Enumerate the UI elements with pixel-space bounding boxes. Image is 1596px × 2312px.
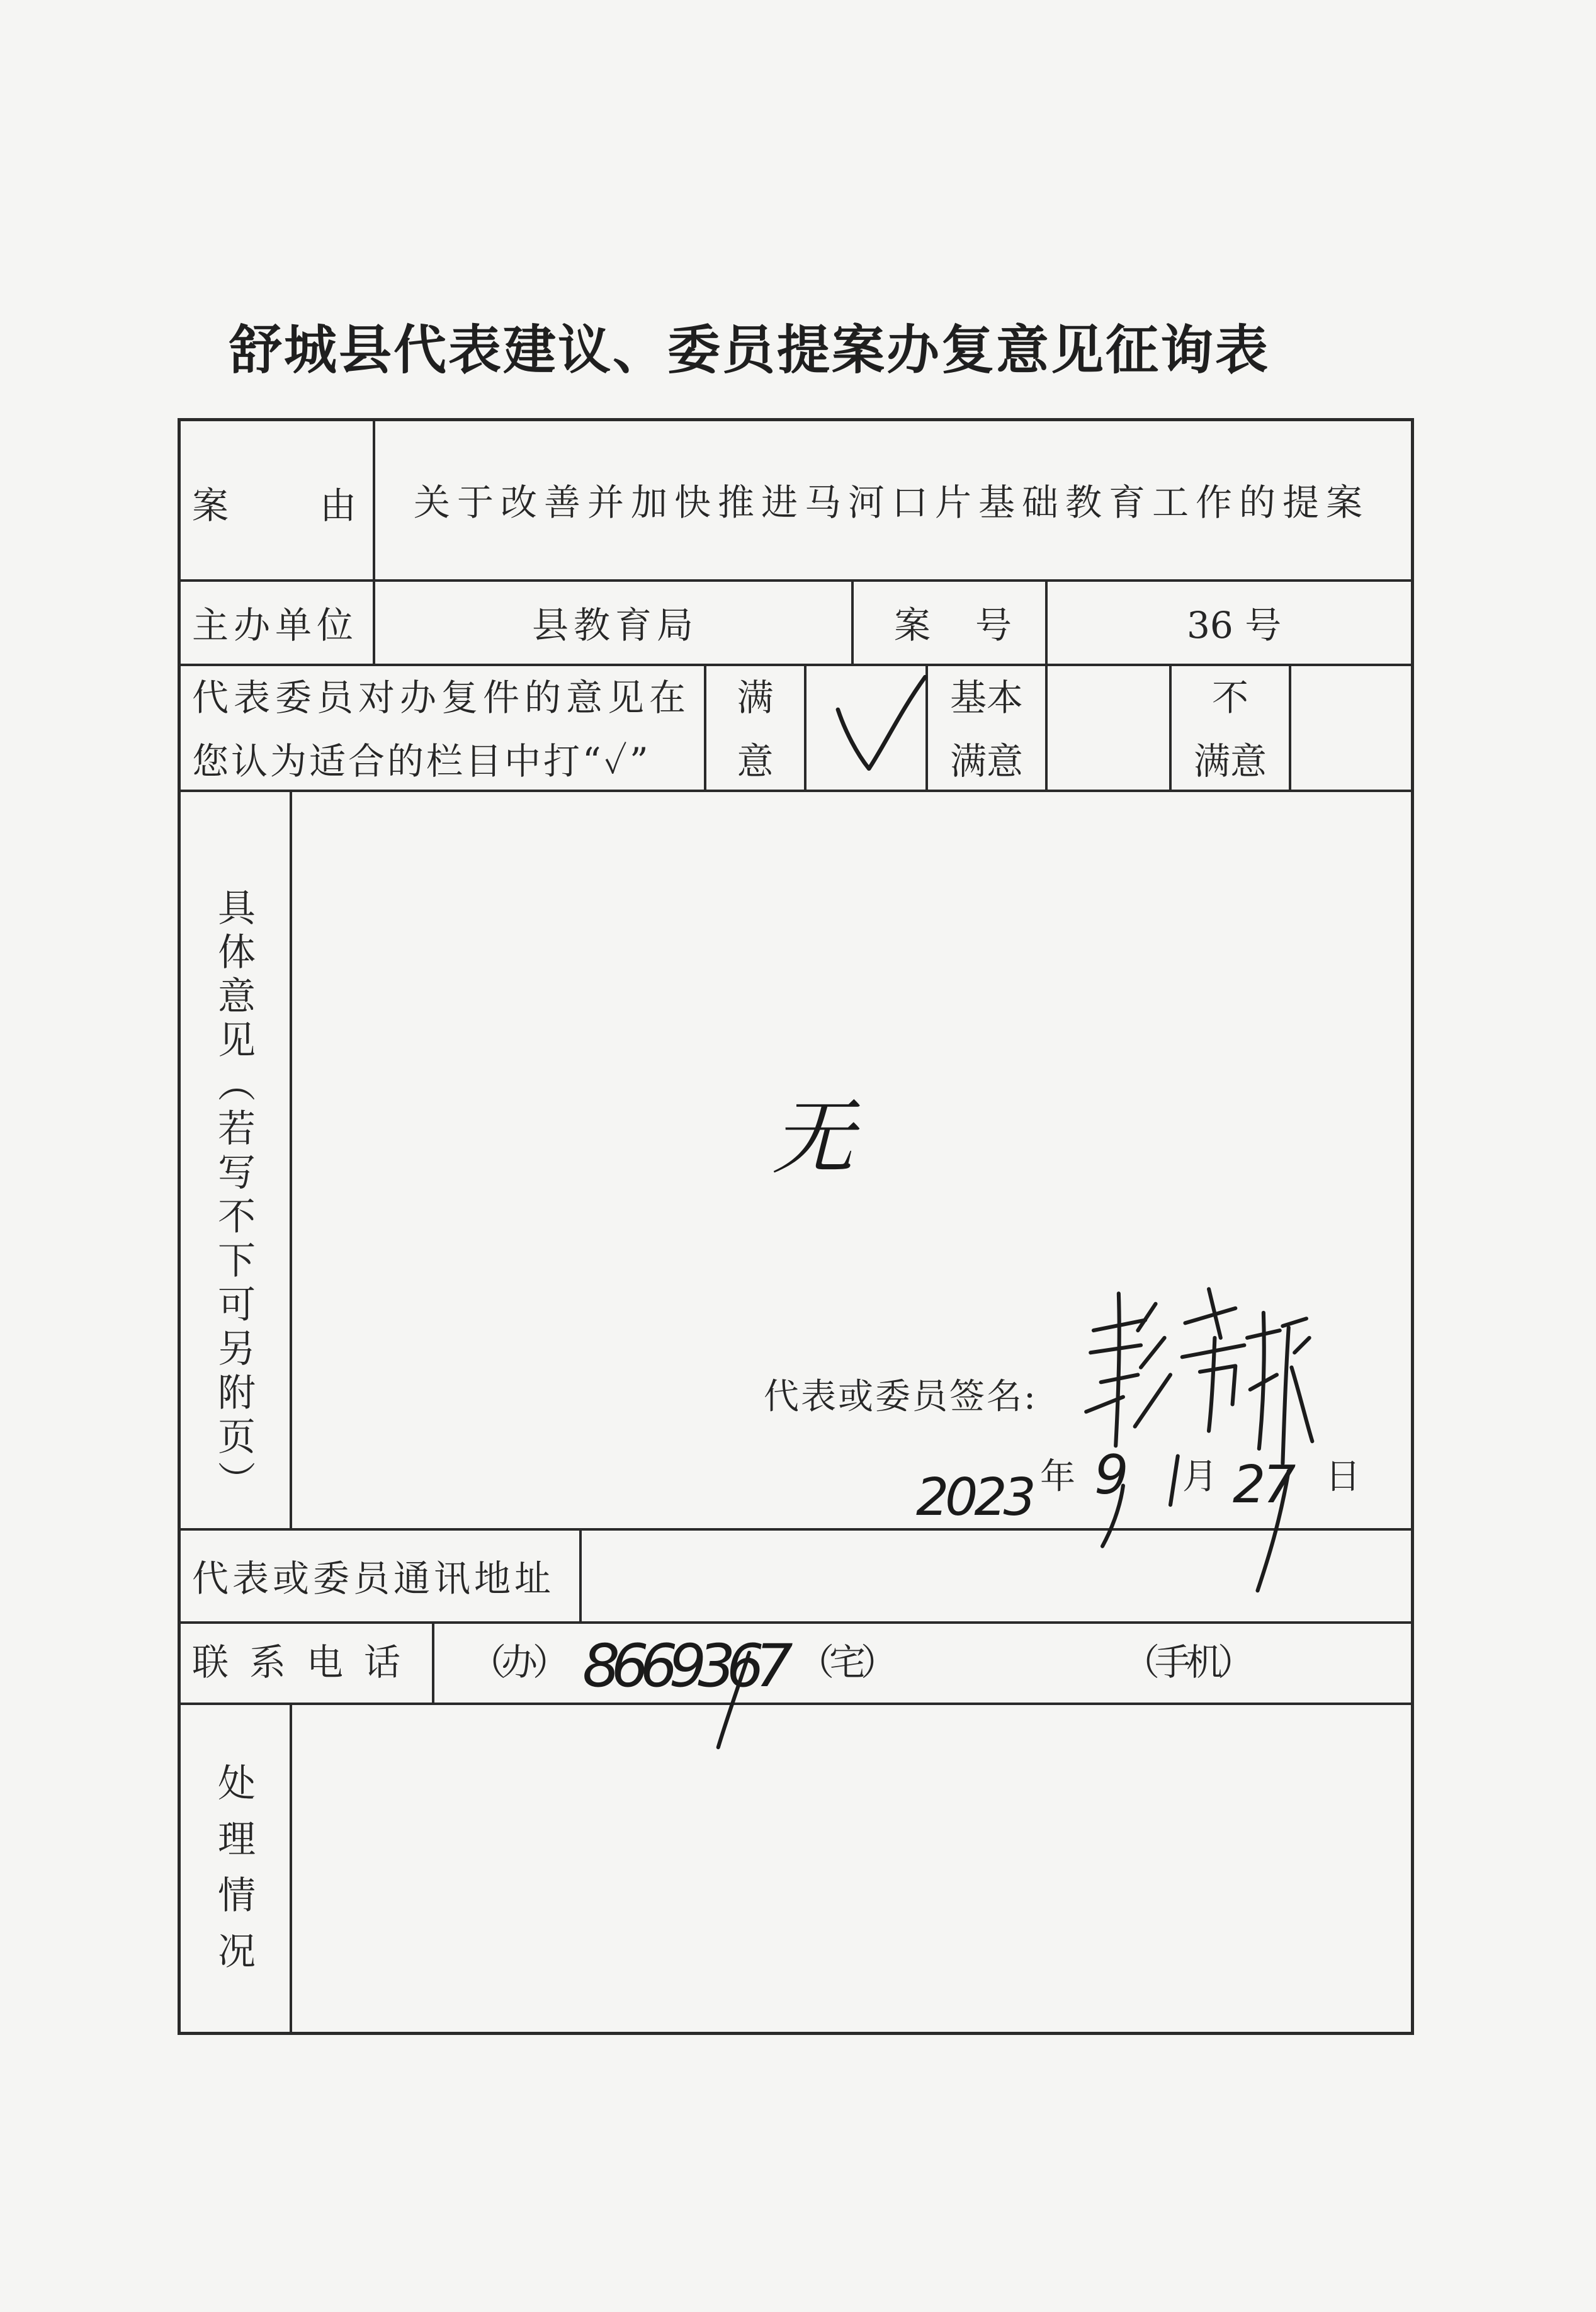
signature-label: 代表或委员签名:: [764, 1376, 1038, 1417]
table-border: [178, 418, 1414, 2035]
column-divider: [579, 1529, 582, 1623]
column-divider: [432, 1623, 434, 1704]
form-title: 舒城县代表建议、委员提案办复意见征询表: [229, 319, 1271, 381]
handling-label: 处理情况: [212, 1763, 256, 1987]
handwritten-comment: 无: [772, 1090, 854, 1186]
host-unit-value: 县教育局: [532, 604, 699, 647]
date-day-label: 日: [1325, 1456, 1361, 1497]
date-day: 27: [1233, 1455, 1294, 1515]
option-satisfied-line1: 满: [737, 676, 774, 719]
opinion-prompt-line2: 您认为适合的栏目中打“✓”: [192, 740, 651, 783]
case-reason-value: 关于改善并加快推进马河口片基础教育工作的提案: [414, 481, 1370, 524]
column-divider: [290, 791, 292, 1529]
case-number-value: 36 号: [1187, 604, 1282, 647]
phone-mobile-label: （手机）: [1123, 1641, 1250, 1684]
row-divider: [178, 1528, 1414, 1531]
row-divider: [178, 790, 1414, 792]
case-number-label: 案号: [894, 604, 1057, 647]
column-divider: [373, 581, 375, 665]
phone-office-value: 8669367: [582, 1632, 784, 1701]
column-divider: [851, 581, 854, 665]
row-divider: [178, 579, 1414, 582]
phone-home-label: （宅）: [798, 1641, 893, 1684]
phone-office-label: （办）: [470, 1641, 565, 1684]
column-divider: [290, 1704, 292, 2035]
date-year: 2023: [916, 1468, 1033, 1527]
details-label: 具体意见（若写不下可另附页）: [212, 888, 256, 1505]
case-reason-label: 案由: [192, 484, 448, 527]
row-divider: [178, 1703, 1414, 1705]
phone-label: 联系电话: [192, 1641, 422, 1684]
option-basic-line2: 满意: [949, 740, 1023, 783]
address-label: 代表或委员通讯地址: [192, 1557, 555, 1600]
opinion-prompt-line1: 代表委员对办复件的意见在: [192, 676, 691, 719]
option-basic-line1: 基本: [949, 676, 1023, 719]
option-satisfied-line2: 意: [737, 740, 774, 783]
option-unsatisfied-line1: 不: [1211, 676, 1248, 719]
row-divider: [178, 664, 1414, 666]
host-unit-label: 主办单位: [192, 604, 359, 647]
row-divider: [178, 1621, 1414, 1624]
date-month-label: 月: [1182, 1456, 1218, 1497]
option-unsatisfied-line2: 满意: [1193, 740, 1267, 783]
date-year-label: 年: [1040, 1456, 1075, 1497]
date-month: 9: [1094, 1444, 1129, 1507]
